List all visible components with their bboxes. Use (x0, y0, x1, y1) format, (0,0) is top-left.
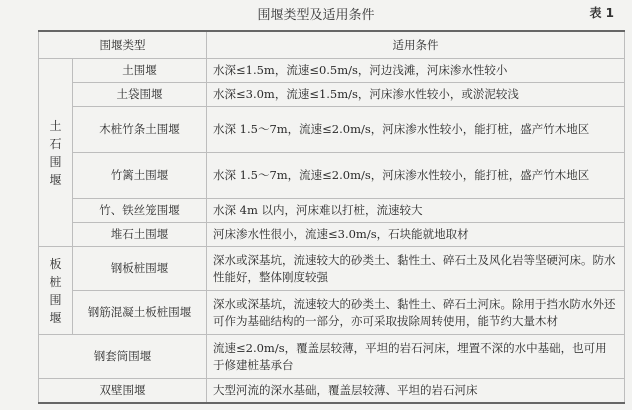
type-cell: 土袋围堰 (73, 83, 207, 107)
group-label: 板桩围堰 (49, 256, 62, 325)
table-row (39, 247, 625, 291)
table-row (39, 223, 625, 247)
table-row (39, 107, 625, 153)
type-cell: 木桩竹条土围堰 (73, 107, 207, 153)
type-cell: 钢筋混凝土板桩围堰 (73, 291, 207, 335)
table-row (39, 379, 625, 403)
type-cell: 钢套筒围堰 (39, 335, 207, 379)
type-cell: 竹、铁丝笼围堰 (73, 199, 207, 223)
condition-cell: 水深≤1.5m，流速≤0.5m/s，河边浅滩，河床渗水性较小 (207, 59, 625, 83)
table-row (39, 199, 625, 223)
header-row (39, 31, 625, 59)
condition-cell: 深水或深基坑，流速较大的砂类土、黏性土、碎石土及风化岩等坚硬河床。防水性能好，整体刚度较强 (207, 247, 625, 291)
condition-cell: 水深≤3.0m，流速≤1.5m/s，河床渗水性较小，或淤泥较浅 (207, 83, 625, 107)
condition-cell: 流速≤2.0m/s，覆盖层较薄，平坦的岩石河床，埋置不深的水中基础，也可用于修建桩基承台 (207, 335, 625, 379)
condition-cell: 水深 4m 以内，河床难以打桩，流速较大 (207, 199, 625, 223)
table-row (39, 59, 625, 83)
table-row (39, 291, 625, 335)
type-cell: 竹篱土围堰 (73, 153, 207, 199)
table-row (39, 83, 625, 107)
group-label: 土石围堰 (49, 118, 62, 187)
table-row (39, 153, 625, 199)
type-cell: 堆石土围堰 (73, 223, 207, 247)
condition-cell: 河床渗水性很小，流速≤3.0m/s，石块能就地取材 (207, 223, 625, 247)
table-row (39, 335, 625, 379)
condition-cell: 水深 1.5～7m，流速≤2.0m/s，河床渗水性较小，能打桩，盛产竹木地区 (207, 153, 625, 199)
type-cell: 钢板桩围堰 (73, 247, 207, 291)
group-sheet-pile (39, 247, 73, 335)
table-number: 表 1 (589, 6, 614, 20)
cofferdam-table (38, 30, 625, 404)
type-cell: 土围堰 (73, 59, 207, 83)
type-cell: 双壁围堰 (39, 379, 207, 403)
header-condition: 适用条件 (207, 31, 625, 59)
table-title: 围堰类型及适用条件 (257, 8, 375, 23)
condition-cell: 深水或深基坑，流速较大的砂类土、黏性土、碎石土河床。除用于挡水防水外还可作为基础结构的一部分，亦可采取拔除周转使用，能节约大量木材 (207, 291, 625, 335)
group-earth-stone (39, 59, 73, 247)
condition-cell: 水深 1.5～7m，流速≤2.0m/s，河床渗水性较小，能打桩，盛产竹木地区 (207, 107, 625, 153)
condition-cell: 大型河流的深水基础，覆盖层较薄、平坦的岩石河床 (207, 379, 625, 403)
header-type: 围堰类型 (39, 31, 207, 59)
